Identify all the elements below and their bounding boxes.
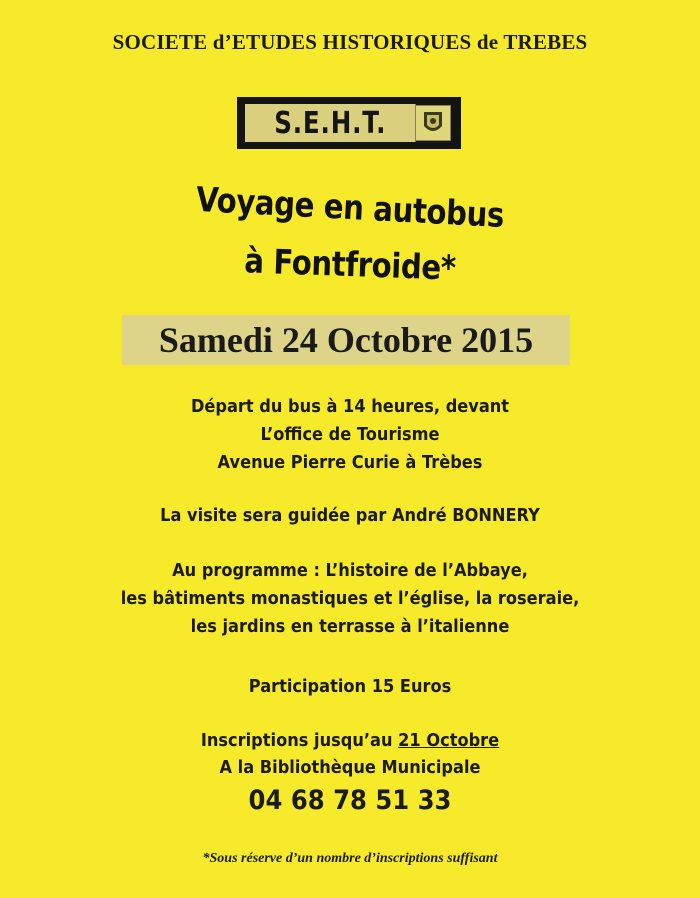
crest-icon — [415, 105, 451, 141]
footnote: *Sous réserve d’un nombre d’inscriptions suffisant — [202, 851, 498, 866]
participation-line: Participation 15 Euros — [248, 676, 452, 697]
programme-line-1: Au programme : L’histoire de l’Abbaye, — [172, 560, 528, 581]
departure-line-3: Avenue Pierre Curie à Trèbes — [217, 452, 483, 473]
phone-number: 04 68 78 51 33 — [248, 785, 452, 816]
date-highlight — [122, 315, 570, 365]
event-title-line1: Voyage en autobus — [195, 179, 505, 237]
departure-line-1: Départ du bus à 14 heures, devant — [190, 396, 510, 417]
inscriptions-deadline: 21 Octobre — [398, 730, 500, 751]
programme-line-3: les jardins en terrasse à l’italienne — [190, 616, 510, 637]
seht-logo — [237, 97, 461, 149]
programme-line-2: les bâtiments monastiques et l’église, la roseraie, — [120, 588, 580, 609]
location-line: A la Bibliothèque Municipale — [219, 757, 481, 778]
event-title-line2: à Fontfroide* — [243, 241, 457, 289]
inscriptions-line — [35, 730, 665, 751]
inscriptions-prefix: Inscriptions jusqu’au — [200, 730, 399, 751]
guide-line: La visite sera guidée par André BONNERY — [160, 505, 540, 526]
event-date: Samedi 24 Octobre 2015 — [158, 320, 534, 360]
society-name: SOCIETE d’ETUDES HISTORIQUES de TREBES — [112, 30, 588, 54]
departure-line-2: L’office de Tourisme — [260, 424, 440, 445]
logo-text: S.E.H.T. — [245, 104, 416, 142]
